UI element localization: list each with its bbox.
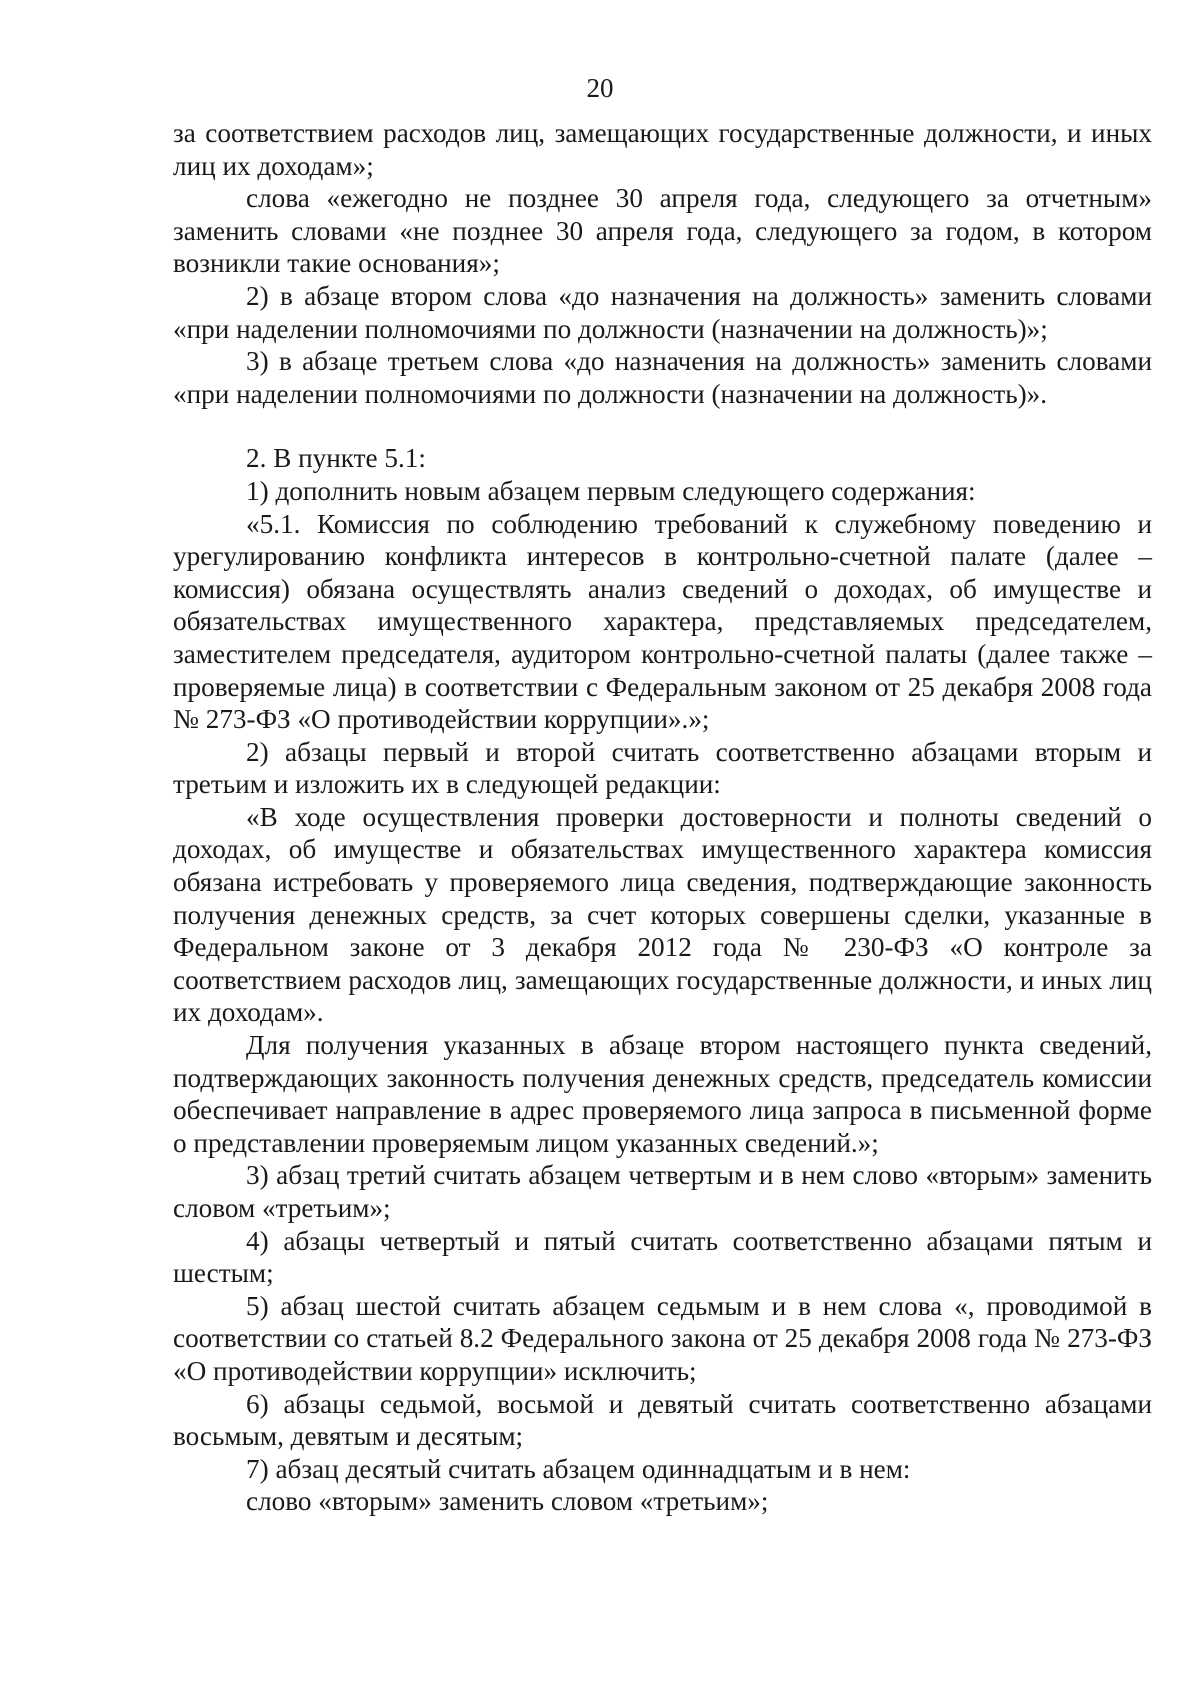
paragraph-item-4-renumber: 4) абзацы четвертый и пятый считать соответственно абзацами пятым и шестым; <box>173 1225 1152 1289</box>
paragraph-replace-word: слово «вторым» заменить словом «третьим»; <box>246 1486 769 1517</box>
paragraph-item-7-renumber: 7) абзац десятый считать абзацем одиннадцатым и в нем: <box>246 1453 911 1484</box>
section-heading-5-1: 2. В пункте 5.1: <box>246 443 426 474</box>
paragraph-item-5-renumber: 5) абзац шестой считать абзацем седьмым и в нем слова «, проводимой в соответствии со статьей 8.2 Федерального закона от 25 декабря 2008 года № 273-ФЗ «О противодействии коррупции» исключить; <box>173 1290 1152 1386</box>
paragraph-item-3: 3) в абзаце третьем слова «до назначения на должность» заменить словами «при наделении полномочиями по должности (назначении на должность)». <box>173 346 1152 409</box>
paragraph-item-1-add: 1) дополнить новым абзацем первым следующего содержания: <box>246 475 976 506</box>
paragraph-quote-5-1: «5.1. Комиссия по соблюдению требований к служебному поведению и урегулированию конфликта интересов в контрольно-счетной палате (далее – комиссия) обязана осуществлять анализ сведений о доходах, об имуществе и обязательствах имущественного характера, представляемых председателем, заместителем председателя, аудитором контрольно-счетной палаты (далее также – проверяемые лица) в соответствии с Федеральным законом от 25 декабря 2008 года № 273-ФЗ «О противодействии коррупции».»; <box>173 508 1152 735</box>
paragraph-item-2: 2) в абзаце втором слова «до назначения на должность» заменить словами «при наделении полномочиями по должности (назначении на должность)»; <box>173 280 1152 344</box>
document-body <box>173 117 1152 1518</box>
paragraph-quote-verification: «В ходе осуществления проверки достоверности и полноты сведений о доходах, об имуществе и обязательствах имущественного характера комиссия обязана истребовать у проверяемого лица сведения, подтверждающие законность получения денежных средств, за счет которых совершены сделки, указанные в Федеральном законе от 3 декабря 2012 года № 230-ФЗ «О контроле за соответствием расходов лиц, замещающих государственные должности, и иных лиц их доходам». <box>173 801 1152 1028</box>
paragraph-item-6-renumber: 6) абзацы седьмой, восьмой и девятый считать соответственно абзацами восьмым, девятым и десятым; <box>173 1388 1152 1452</box>
paragraph-continuation: за соответствием расходов лиц, замещающих государственные должности, и иных лиц их доходам»; <box>173 118 1152 181</box>
paragraph-item-2-renumber: 2) абзацы первый и второй считать соответственно абзацами вторым и третьим и изложить их в следующей редакции: <box>173 736 1152 800</box>
paragraph-quote-request: Для получения указанных в абзаце втором настоящего пункта сведений, подтверждающих законность получения денежных средств, председатель комиссии обеспечивает направление в адрес проверяемого лица запроса в письменной форме о представлении проверяемым лицом указанных сведений.»; <box>173 1030 1152 1158</box>
section-gap <box>173 410 1152 442</box>
page-number: 20 <box>586 73 614 103</box>
paragraph-replace-deadline: слова «ежегодно не позднее 30 апреля года, следующего за отчетным» заменить словами «не позднее 30 апреля года, следующего за годом, в котором возникли такие основания»; <box>173 183 1152 279</box>
paragraph-item-3-renumber: 3) абзац третий считать абзацем четвертым и в нем слово «вторым» заменить словом «третьим»; <box>173 1160 1152 1223</box>
